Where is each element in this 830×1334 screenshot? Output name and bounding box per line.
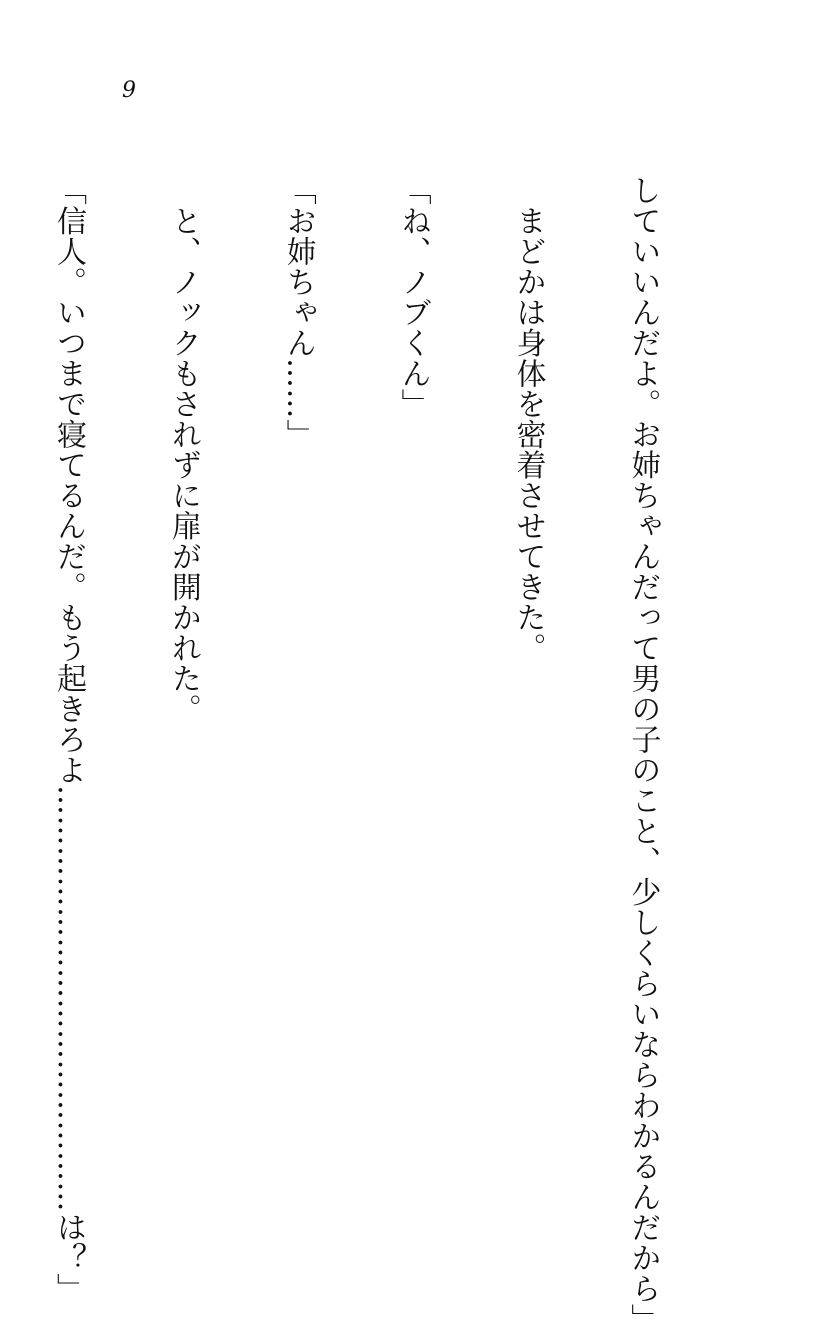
text-line: 「信人。いつまで寝てるんだ。もう起きろよ……………………………………は？」 — [50, 175, 86, 1304]
vertical-text-body — [0, 175, 738, 1334]
text-line: 「お姉ちゃん……」 — [280, 175, 316, 450]
text-line: していいんだよ。お姉ちゃんだって男の子のこと、少しくらいならわかるんだから」 — [625, 175, 661, 1334]
text-line: まどかは身体を密着させてきた。 — [510, 175, 546, 663]
text-line: と、ノックもされずに扉が開かれた。 — [165, 175, 201, 724]
page-number: 9 — [122, 78, 136, 103]
text-line: 「ね、ノブくん」 — [395, 175, 431, 419]
